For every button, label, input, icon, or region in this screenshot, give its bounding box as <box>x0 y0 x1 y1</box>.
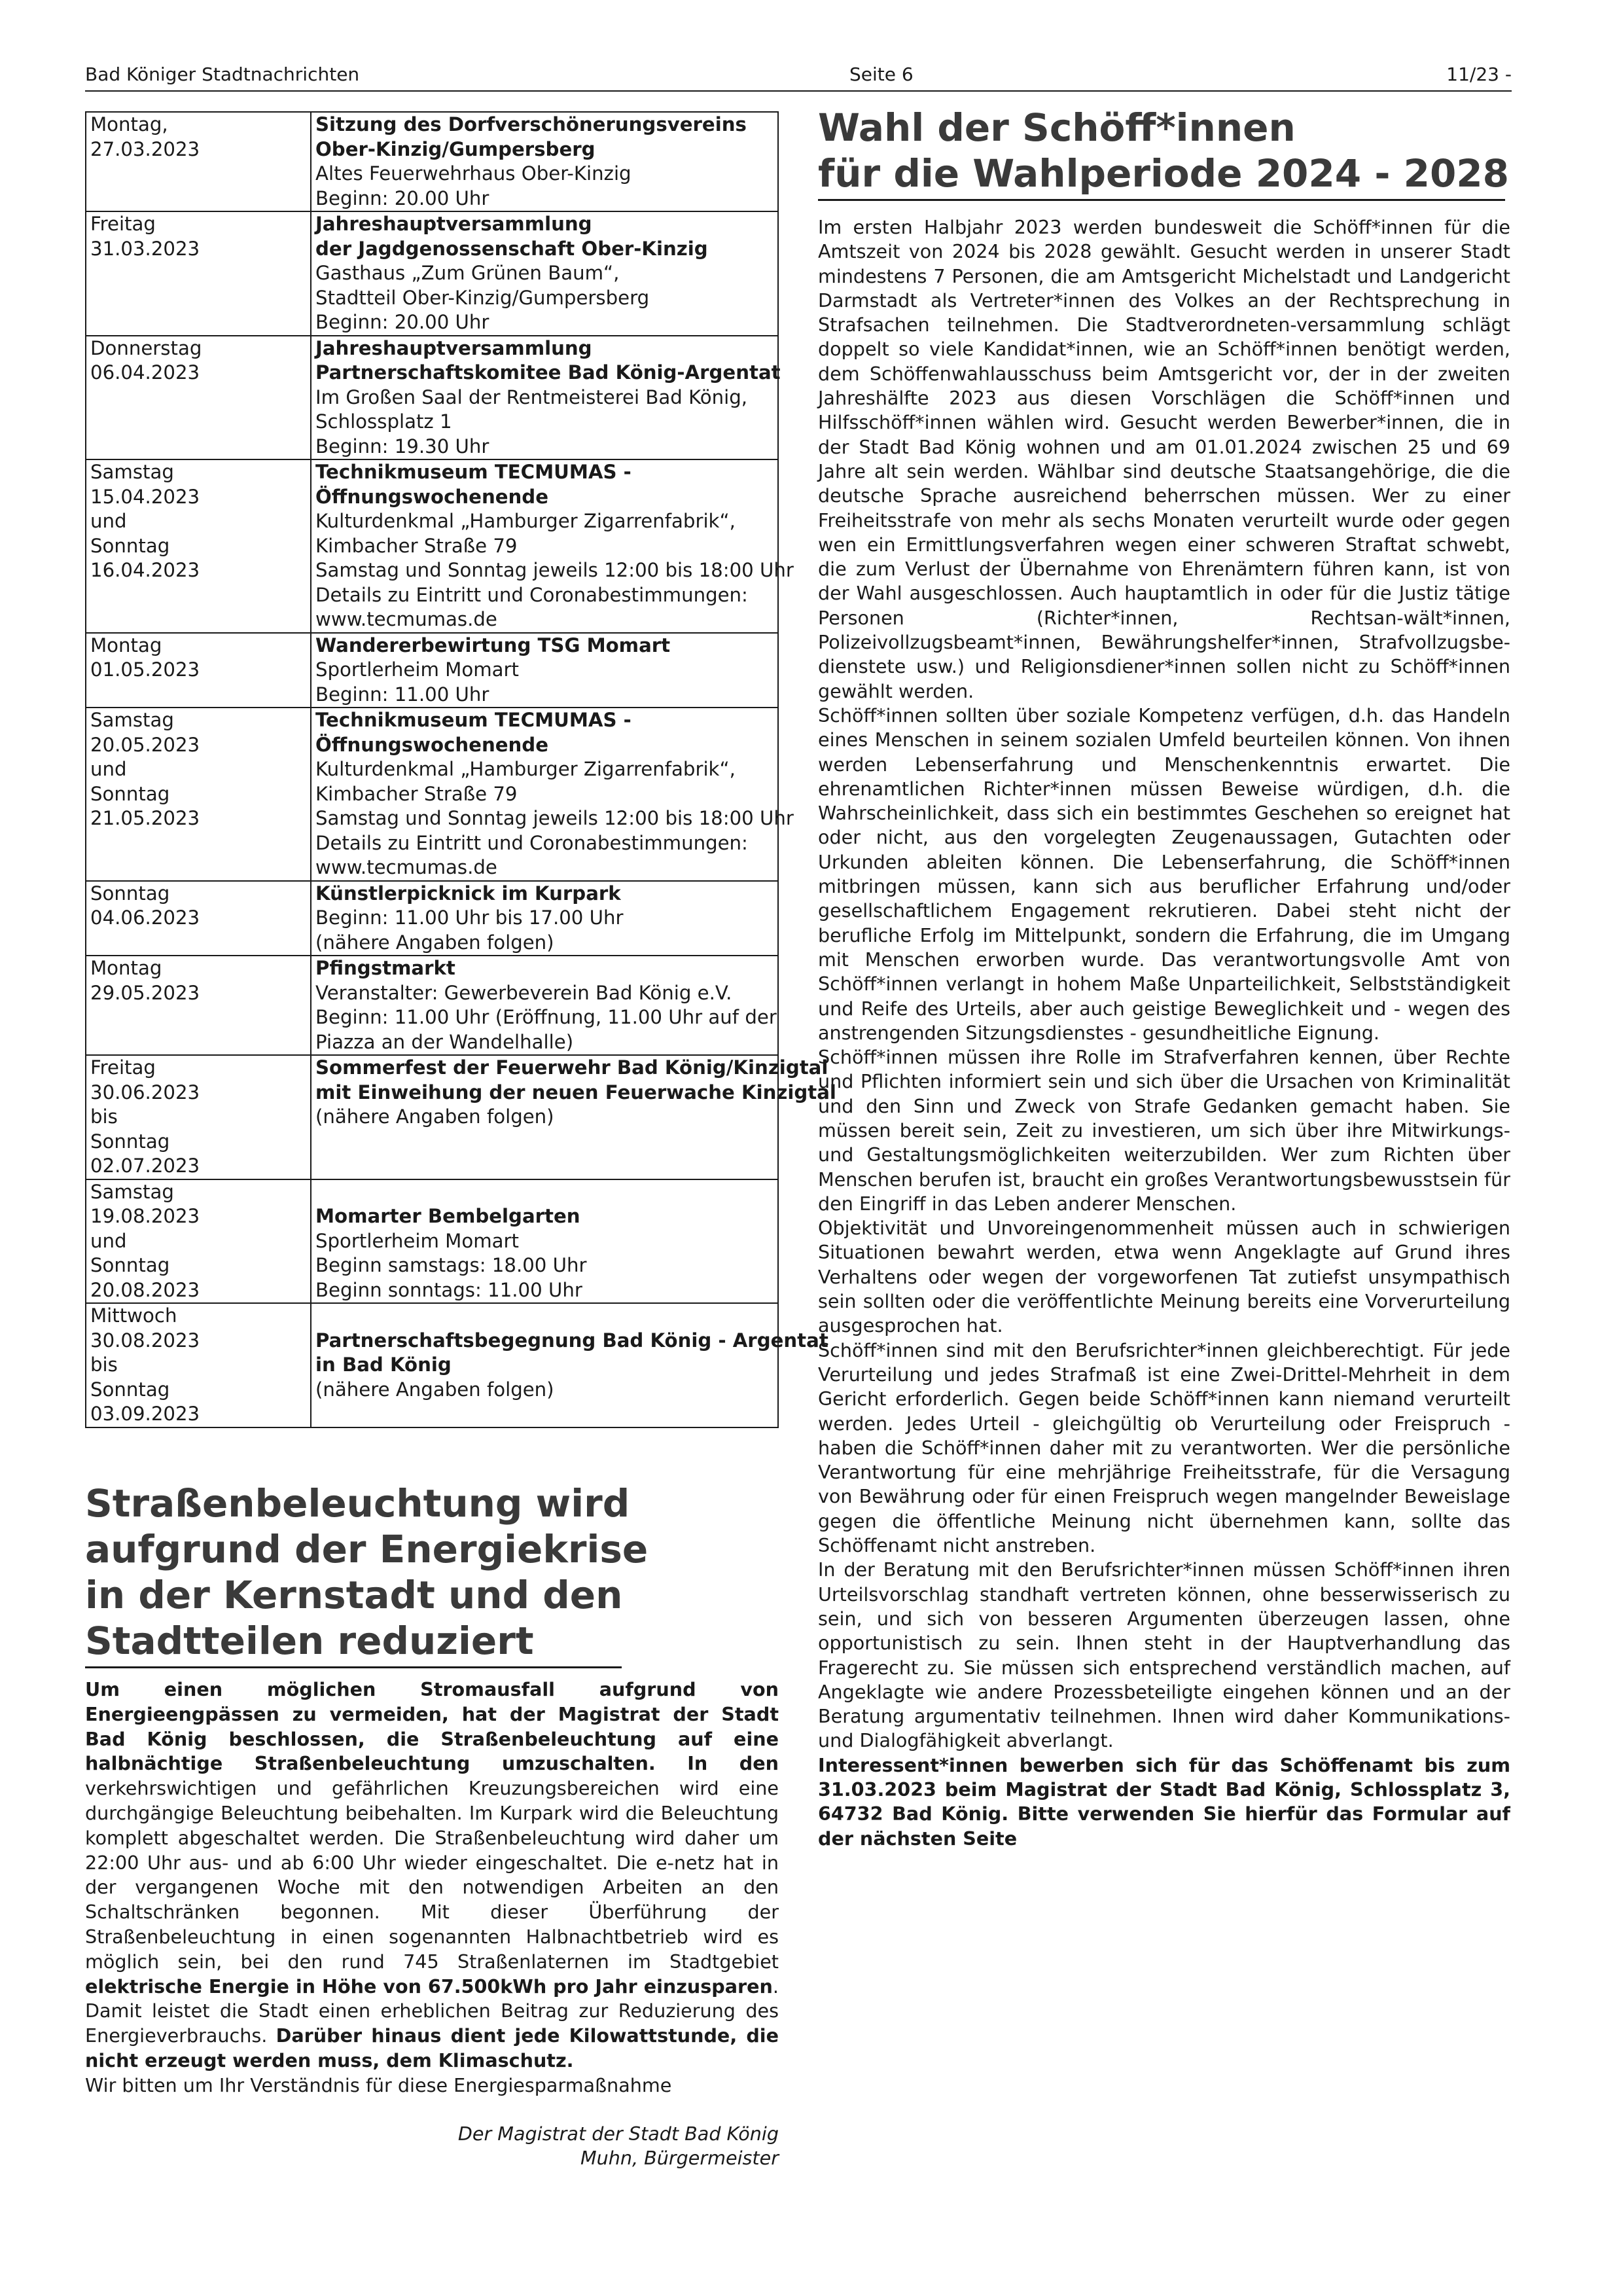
event-title-line: Wandererbewirtung TSG Momart <box>315 634 671 656</box>
event-detail-line: www.tecmumas.de <box>315 608 497 630</box>
event-date-line: Sonntag <box>90 1378 170 1401</box>
event-info <box>311 633 778 708</box>
event-info <box>311 336 781 460</box>
event-title-line: Künstlerpicknick im Kurpark <box>315 882 621 905</box>
publication-name: Bad Königer Stadtnachrichten <box>85 63 360 85</box>
event-date-line: Mittwoch <box>90 1304 177 1327</box>
event-detail-line: Kulturdenkmal „Hamburger Zigarrenfabrik“, <box>315 510 736 532</box>
event-title-line: der Jagdgenossenschaft Ober-Kinzig <box>315 237 708 260</box>
event-detail-line: Piazza an der Wandelhalle) <box>315 1030 574 1053</box>
events-table <box>85 111 836 1428</box>
event-detail-line: Beginn: 19.30 Uhr <box>315 435 489 457</box>
event-detail-line: Beginn sonntags: 11.00 Uhr <box>315 1278 582 1301</box>
event-date-line: Samstag <box>90 1180 174 1203</box>
signature-line-2: Muhn, Bürgermeister <box>580 2147 779 2170</box>
event-detail-line: Im Großen Saal der Rentmeisterei Bad König, <box>315 386 748 408</box>
event-title-line: Öffnungswochenende <box>315 733 548 756</box>
event-row <box>86 112 778 211</box>
event-title-line: Technikmuseum TECMUMAS - <box>315 709 631 731</box>
event-date-line: 29.05.2023 <box>90 981 200 1004</box>
application-notice-bold: Interessent*innen bewerben sich für das Schöffenamt bis zum 31.03.2023 beim Magistrat der Stadt Bad König, Schlossplatz 3, 64732 Bad König. Bitte verwenden Sie hierfür das Formular auf der nächsten Seite <box>818 1753 1510 1850</box>
street-lighting-body <box>85 1677 779 2098</box>
event-date-line: Sonntag <box>90 882 170 905</box>
event-detail-line: (nähere Angaben folgen) <box>315 1105 554 1128</box>
event-date-line: Montag <box>90 957 162 979</box>
event-detail-line: Kimbacher Straße 79 <box>315 534 518 557</box>
event-row <box>86 633 778 708</box>
event-date-line: 04.06.2023 <box>90 906 200 929</box>
paragraph: Schöff*innen sollten über soziale Kompetenz verfügen, d.h. das Handeln eines Menschen in seinem sozialen Umfeld beurteilen können. Von ihnen werden Lebenserfahrung und Menschenkenntnis erwartet. Die ehrenamtlichen Richter*innen müssen Beweise würdigen, d.h. die Wahrscheinlichkeit, dass sich ein bestimmtes Geschehen so ereignet hat oder nicht, aus den vorgelegten Zeugenaussagen, Gutachten oder Urkunden ableiten können. Die Lebenserfahrung, die Schöff*innen mitbringen müssen, kann sich aus beruflicher Erfahrung und/oder gesellschaftlichem Engagement rekrutieren. Dabei steht nicht der berufliche Erfolg im Mittelpunkt, sondern die Erfahrung, die im Umgang mit Menschen erworben wurde. Das verantwortungsvolle Amt von Schöff*innen verlangt in hohem Maße Unparteilichkeit, Selbstständigkeit und Reife des Urteils, aber auch geistige Beweglichkeit und - wegen des anstrengenden Sitzungsdienstes - gesundheitliche Eignung. <box>818 704 1510 1044</box>
event-detail-line: Sportlerheim Momart <box>315 1229 519 1252</box>
energy-savings-bold: elektrische Energie in Höhe von 67.500kWh pro Jahr einzusparen <box>85 1975 773 1998</box>
event-detail-line: Details zu Eintritt und Coronabestimmungen: <box>315 831 748 854</box>
event-date <box>86 1055 311 1179</box>
intro-bold: Um einen möglichen Stromausfall aufgrund von Energieengpässen zu vermeiden, hat der Magistrat der Stadt Bad König beschlossen, die Straßenbeleuchtung auf eine halbnächtige Straßenbeleuchtung umzuschalten. In den <box>85 1678 779 1775</box>
event-row <box>86 1179 778 1304</box>
event-date-line: Sonntag <box>90 1254 170 1276</box>
event-info <box>311 459 794 633</box>
signature-line-1: Der Magistrat der Stadt Bad König <box>457 2122 779 2145</box>
event-date-line: 15.04.2023 <box>90 485 200 508</box>
event-date-line: 02.07.2023 <box>90 1155 200 1177</box>
event-date-line: 03.09.2023 <box>90 1403 200 1425</box>
event-title-line: Momarter Bembelgarten <box>315 1205 580 1227</box>
event-detail-line: Stadtteil Ober-Kinzig/Gumpersberg <box>315 286 650 309</box>
event-date <box>86 956 311 1055</box>
body-text-2: . Damit leistet die Stadt einen erheblichen Beitrag zur Reduzierung des Energieverbrauchs. <box>85 1975 779 2047</box>
event-info <box>311 1179 778 1304</box>
event-title-line: Partnerschaftskomitee Bad König-Argentat <box>315 361 781 384</box>
event-date <box>86 112 311 211</box>
heading-line: Straßenbeleuchtung wird <box>85 1481 630 1526</box>
schoeffen-heading <box>818 105 1510 201</box>
event-title-line: Ober-Kinzig/Gumpersberg <box>315 137 596 160</box>
event-date-line: Freitag <box>90 213 156 235</box>
event-title-line <box>315 1304 773 1329</box>
event-title-line: Jahreshauptversammlung <box>315 336 592 359</box>
event-title-line: in Bad König <box>315 1354 452 1376</box>
event-date-line: Freitag <box>90 1056 156 1079</box>
event-detail-line: Beginn: 11.00 Uhr <box>315 683 489 706</box>
schoeffen-article <box>818 105 1510 1851</box>
event-detail-line: Details zu Eintritt und Coronabestimmungen: <box>315 583 748 606</box>
event-date-line: Donnerstag <box>90 336 202 359</box>
event-date-line: 31.03.2023 <box>90 237 200 260</box>
event-detail-line: Veranstalter: Gewerbeverein Bad König e.V. <box>315 981 732 1004</box>
event-date-line: 30.06.2023 <box>90 1081 200 1103</box>
event-date <box>86 211 311 336</box>
event-date <box>86 708 311 881</box>
closing-text: Wir bitten um Ihr Verständnis für diese Energiesparmaßnahme <box>85 2073 672 2096</box>
event-date-line: bis <box>90 1354 118 1376</box>
page-number: Seite 6 <box>849 63 914 85</box>
event-row <box>86 459 778 633</box>
paragraph: In der Beratung mit den Berufsrichter*innen müssen Schöff*innen ihren Urteilsvorschlag standhaft vertreten können, ohne besserwisserisch zu sein, und sich von besseren Argumenten überzeugen lassen, ohne opportunistisch zu sein. Ihnen steht in der Hauptverhandlung das Fragerecht zu. Sie müssen sich entsprechend verständlich machen, auf Angeklagte wie andere Prozessbeteiligte eingehen können und an der Beratung argumentativ teilnehmen. Ihnen wird daher Kommunikations- und Dialogfähigkeit abverlangt. <box>818 1558 1510 1752</box>
event-detail-line: www.tecmumas.de <box>315 856 497 878</box>
event-title-line: Öffnungswochenende <box>315 485 548 508</box>
event-date-line: 20.05.2023 <box>90 733 200 756</box>
event-date <box>86 336 311 460</box>
event-detail-line: Samstag und Sonntag jeweils 12:00 bis 18:00 Uhr <box>315 559 794 581</box>
heading-line: für die Wahlperiode 2024 - 2028 <box>818 151 1510 196</box>
event-info <box>311 708 794 881</box>
event-row <box>86 336 778 460</box>
event-date-line: 27.03.2023 <box>90 137 200 160</box>
event-detail-line: (nähere Angaben folgen) <box>315 931 554 954</box>
event-detail-line: Gasthaus „Zum Grünen Baum“, <box>315 262 620 284</box>
event-row <box>86 881 778 956</box>
event-detail-line: (nähere Angaben folgen) <box>315 1378 554 1401</box>
street-lighting-article <box>85 1480 779 2171</box>
event-title-line: Technikmuseum TECMUMAS - <box>315 461 631 483</box>
event-info <box>311 881 778 956</box>
event-date-line: 21.05.2023 <box>90 807 200 829</box>
heading-line: in der Kernstadt und den <box>85 1573 623 1617</box>
issue-number: 11/23 - <box>1446 63 1512 85</box>
climate-bold: Darüber hinaus dient jede Kilowattstunde, die nicht erzeugt werden muss, dem Klimaschutz. <box>85 2024 779 2072</box>
event-date-line: 20.08.2023 <box>90 1278 200 1301</box>
event-date-line: Samstag <box>90 709 174 731</box>
heading-line: Stadtteilen reduziert <box>85 1619 534 1663</box>
event-info <box>311 211 778 336</box>
paragraph: Objektivität und Unvoreingenommenheit müssen auch in schwierigen Situationen bewahrt werden, etwa wenn Angeklagte auf Grund ihres Verhaltens oder wegen der vorgeworfenen Tat zutiefst unsympathisch sein sollten oder die veröffentlichte Meinung bereits eine Vorverurteilung ausgesprochen hat. <box>818 1217 1510 1337</box>
event-detail-line: Schlossplatz 1 <box>315 410 452 433</box>
event-detail-line: Sportlerheim Momart <box>315 658 519 681</box>
event-row <box>86 1303 778 1427</box>
event-row <box>86 708 778 881</box>
event-row <box>86 211 778 336</box>
event-detail-line: Beginn: 20.00 Uhr <box>315 311 489 333</box>
signature <box>85 2122 779 2172</box>
event-detail-line: Beginn: 20.00 Uhr <box>315 187 489 209</box>
paragraph: Schöff*innen müssen ihre Rolle im Strafverfahren kennen, über Rechte und Pflichten informiert sein und sich über die Ursachen von Kriminalität und den Sinn und Zweck von Strafe Gedanken gemacht haben. Sie müssen bereit sein, Zeit zu investieren, um sich über ihre Mitwirkungs- und Gestaltungsmöglichkeiten weiterzubilden. Wer zum Richten über Menschen berufen ist, braucht ein großes Verantwortungsbewusstsein für den Eingriff in das Leben anderer Menschen. <box>818 1046 1510 1215</box>
event-date-line: Sonntag <box>90 534 170 557</box>
event-date-line: und <box>90 1229 127 1252</box>
event-date <box>86 1179 311 1304</box>
event-date <box>86 459 311 633</box>
event-date-line: Samstag <box>90 461 174 483</box>
event-detail-line: Altes Feuerwehrhaus Ober-Kinzig <box>315 162 631 185</box>
event-date-line: und <box>90 510 127 532</box>
event-date-line: 30.08.2023 <box>90 1329 200 1352</box>
event-date-line: 19.08.2023 <box>90 1205 200 1227</box>
event-info <box>311 1303 828 1427</box>
event-date-line: Montag, <box>90 113 168 135</box>
event-info <box>311 112 778 211</box>
event-title-line <box>315 1180 773 1205</box>
event-info <box>311 956 778 1055</box>
event-title-line: Sitzung des Dorfverschönerungsvereins <box>315 113 747 135</box>
event-detail-line: Beginn: 11.00 Uhr bis 17.00 Uhr <box>315 906 624 929</box>
event-date-line: 16.04.2023 <box>90 559 200 581</box>
event-detail-line: Kulturdenkmal „Hamburger Zigarrenfabrik“, <box>315 758 736 780</box>
event-date-line: 06.04.2023 <box>90 361 200 384</box>
event-date-line: Montag <box>90 634 162 656</box>
event-detail-line: Beginn samstags: 18.00 Uhr <box>315 1254 587 1276</box>
event-title-line: Partnerschaftsbegegnung Bad König - Argentat <box>315 1329 828 1352</box>
application-notice <box>818 1753 1510 1851</box>
paragraph: Im ersten Halbjahr 2023 werden bundesweit die Schöff*innen für die Amtszeit von 2024 bis 2028 gewählt. Gesucht werden in unserer Stadt mindestens 7 Personen, die am Amtsgericht Michelstadt und Landgericht Darmstadt als Vertreter*innen des Volkes an der Rechtsprechung in Strafsachen teilnehmen. Die Stadtverordneten-versammlung schlägt doppelt so viele Kandidat*innen, wie an Schöff*innen benötigt werden, dem Schöffenwahlausschuss beim Amtsgericht vor, der in der zweiten Jahreshälfte 2023 aus diesen Vorschlägen die Schöff*innen und Hilfsschöff*innen wählen wird. Gesucht werden Bewerber*innen, die in der Stadt Bad König wohnen und am 01.01.2024 zwischen 25 und 69 Jahre alt sein werden. Wählbar sind deutsche Staatsangehörige, die die deutsche Sprache ausreichend beherrschen müssen. Wer zu einer Freiheitsstrafe von mehr als sechs Monaten verurteilt wurde oder gegen wen ein Ermittlungsverfahren wegen einer schweren Straftat schwebt, die zum Verlust der Übernahme von Ehrenämtern führen kann, ist von der Wahl ausgeschlossen. Auch hauptamtlich in oder für die Justiz tätige Personen (Richter*innen, Rechtsan-wält*innen, Polizeivollzugsbeamt*innen, Bewährungshelfer*innen, Strafvollzugsbe-dienstete usw.) und Religionsdiener*innen sollen nicht zu Schöff*innen gewählt werden. <box>818 216 1510 702</box>
heading-line: aufgrund der Energiekrise <box>85 1527 649 1571</box>
event-row <box>86 1055 778 1179</box>
event-row <box>86 956 778 1055</box>
event-detail-line: Beginn: 11.00 Uhr (Eröffnung, 11.00 Uhr auf der <box>315 1006 777 1028</box>
street-lighting-heading <box>85 1480 649 1668</box>
heading-line: Wahl der Schöff*innen <box>818 105 1296 150</box>
event-detail-line: Samstag und Sonntag jeweils 12:00 bis 18:00 Uhr <box>315 807 794 829</box>
event-date <box>86 633 311 708</box>
event-date-line: 01.05.2023 <box>90 658 200 681</box>
event-title-line: Sommerfest der Feuerwehr Bad König/Kinzigtal <box>315 1056 828 1079</box>
event-date-line: Sonntag <box>90 782 170 805</box>
event-detail-line: Kimbacher Straße 79 <box>315 782 518 805</box>
schoeffen-body <box>818 215 1510 1851</box>
page-header <box>85 62 1512 92</box>
event-date-line: Sonntag <box>90 1130 170 1153</box>
event-date-line: bis <box>90 1105 118 1128</box>
event-title-line: mit Einweihung der neuen Feuerwache Kinzigtal <box>315 1081 836 1103</box>
event-title-line: Jahreshauptversammlung <box>315 213 592 235</box>
event-date-line: und <box>90 758 127 780</box>
event-info <box>311 1055 836 1179</box>
paragraph: Schöff*innen sind mit den Berufsrichter*innen gleichberechtigt. Für jede Verurteilung und jedes Strafmaß ist eine Zwei-Drittel-Mehrheit in dem Gericht erforderlich. Gegen beide Schöff*innen kann niemand verurteilt werden. Jedes Urteil - gleichgültig ob Verurteilung oder Freispruch - haben die Schöff*innen daher mit zu verantworten. Wer die persönliche Verantwortung für eine mehrjährige Freiheitsstrafe, für die Versagung von Bewährung oder für einen Freispruch wegen mangelnder Beweislage gegen die öffentliche Meinung nicht übernehmen kann, sollte das Schöffenamt nicht anstreben. <box>818 1338 1510 1557</box>
event-date <box>86 1303 311 1427</box>
event-title-line: Pfingstmarkt <box>315 957 455 979</box>
event-date <box>86 881 311 956</box>
body-text-1: verkehrswichtigen und gefährlichen Kreuzungsbereichen wird eine durchgängige Beleuchtung beibehalten. Im Kurpark wird die Beleuchtung komplett abgeschaltet werden. Die Straßenbeleuchtung wird daher um 22:00 Uhr aus- und ab 6:00 Uhr wieder eingeschaltet. Die e-netz hat in der vergangenen Woche mit den notwendigen Arbeiten an den Schaltschränken begonnen. Mit dieser Überführung der Straßenbeleuchtung in einen sogenannten Halbnachtbetrieb wird es möglich sein, bei den rund 745 Straßenlaternen im Stadtgebiet <box>85 1777 779 1973</box>
